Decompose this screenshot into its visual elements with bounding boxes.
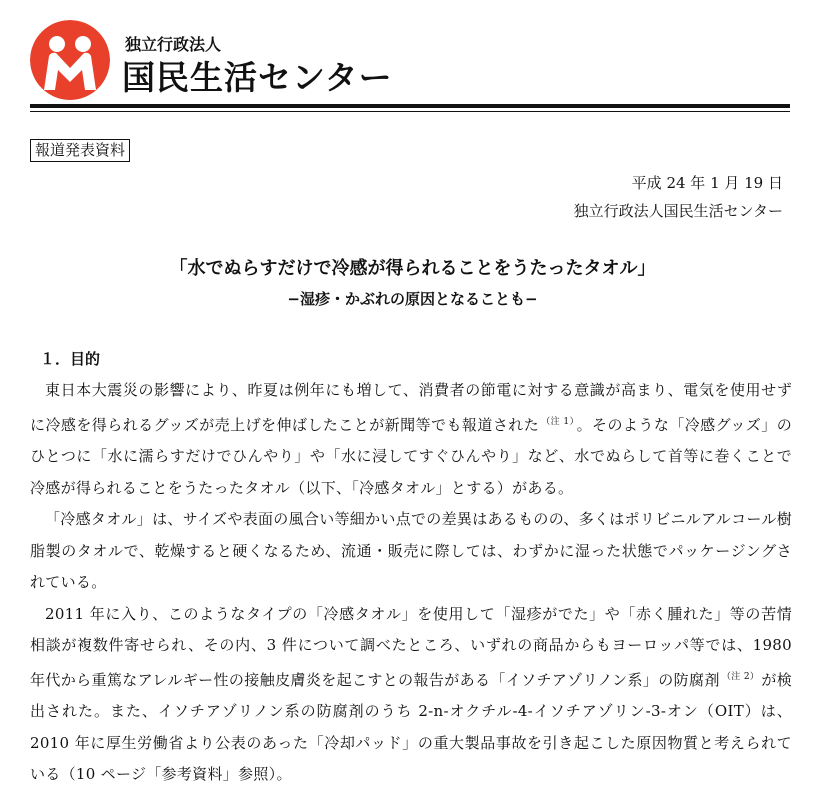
org-name: 国民生活センター <box>122 58 393 97</box>
paragraph: 「冷感タオル」は、サイズや表面の風合い等細かい点での差異はあるものの、多くはポリビニルアルコール樹脂製のタオルで、乾燥すると硬くなるため、流通・販売に際しては、わずかに湿った状態でパッケージングされている。 <box>30 510 793 591</box>
section-heading: １．目的 <box>40 350 101 368</box>
header-rule-thin <box>30 111 790 112</box>
release-date: 平成 24 年 1 月 19 日 <box>631 174 783 192</box>
paragraph: 東日本大震災の影響により、昨夏は例年にも増して、消費者の節電に対する意識が高まり、電気を使用せずに冷感を得られるグッズが売上げを伸ばしたことが新聞等でも報道された $^{(注 1)}$ 。そのような「冷感グッズ」のひとつに「水に濡らすだけでひんやり」や「水に浸してすぐひんやり」など、水でぬらして首等に巻くことで冷感が得られることをうたったタオル（以下、「冷感タオル」とする）がある。 <box>30 381 793 497</box>
document-subtitle: −湿疹・かぶれの原因となることも− <box>287 290 538 308</box>
footnote-ref: （注 1） <box>541 416 575 427</box>
press-release-label: 報道発表資料 <box>30 139 130 162</box>
letterhead <box>0 0 825 120</box>
header-rule-thick <box>30 104 790 108</box>
document-title: 「水でぬらすだけで冷感が得られることをうたったタオル」 <box>169 258 656 279</box>
paragraph: 2011 年に入り、このようなタイプの「冷感タオル」を使用して「湿疹がでた」や「赤く腫れた」等の苦情相談が複数件寄せられ、その内、3 件について調べたところ、いずれの商品からもヨーロッパ等では、1980 年代から重篤なアレルギー性の接触皮膚炎を起こすとの報告がある「イソチアゾリノン系」の防腐剤 $^{(注 2)}$ が検出された。また、イソチアゾリノン系の防腐剤のうち 2-n-オクチル-4-イソチアゾリン-3-オン（OIT）は、2010 年に厚生労働省より公表のあった「冷却パッド」の重大製品事故を引き起こした原因物質と考えられている（10 ページ「参考資料」参照）。 <box>30 604 792 783</box>
section-body <box>30 375 792 791</box>
issuer-name: 独立行政法人国民生活センター <box>573 202 783 220</box>
ncac-logo-icon <box>30 20 110 100</box>
footnote-ref: （注 2） <box>721 671 760 682</box>
org-type: 独立行政法人 <box>125 35 222 54</box>
